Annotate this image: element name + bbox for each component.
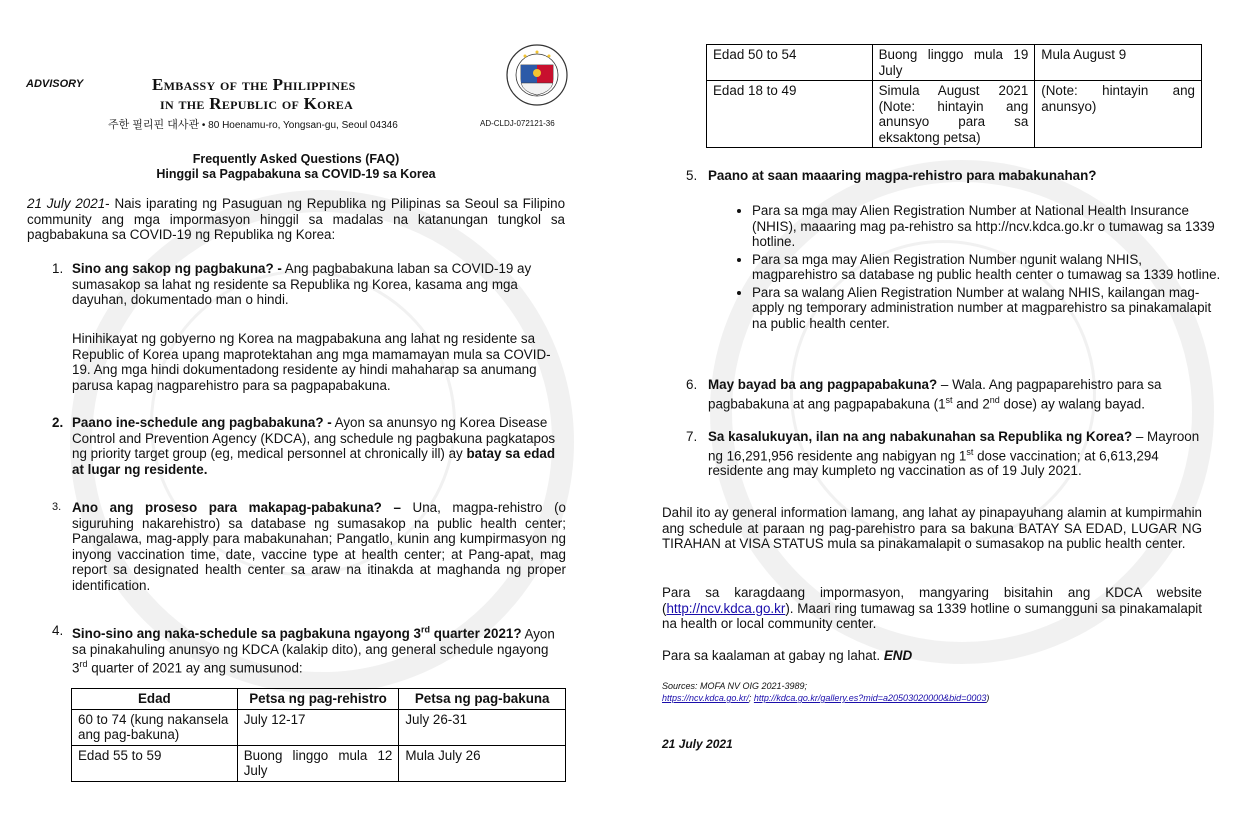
q1-paragraph (72, 261, 566, 308)
para2-text: Para sa karagdaang impormasyon, mangyaring bisitahin ang KDCA website ( (662, 585, 1202, 616)
q7-sup: st (966, 446, 974, 457)
q3-paragraph (72, 500, 566, 593)
q6-number: 6. (686, 377, 698, 392)
table-row (707, 81, 1202, 148)
intro-paragraph (27, 196, 565, 243)
q1-question: Sino ang sakop ng pagbakuna? - (72, 261, 282, 276)
q6-answer: – Wala. Ang pagpaparehistro para sa pagbabakuna at ang pagpapabakuna (1 (708, 377, 1162, 411)
q6-question: May bayad ba ang pagpapabakuna? (708, 377, 938, 392)
q4-answer-end: quarter of 2021 ay ang sumusunod: (87, 660, 303, 676)
list-item: • Para sa mga may Alien Registration Number ngunit walang NHIS, magparehistro sa database ng public health center o tumawag sa 1339 hotline. (752, 252, 1226, 283)
embassy-address (108, 116, 398, 132)
source-link-kdca-gallery[interactable]: http://kdca.go.kr/gallery.es?mid=a20503020000&bid=0003 (753, 693, 987, 703)
q3-number: 3. (52, 501, 62, 513)
q7-answer-end: dose vaccination; at 6,613,294 residente ang may kumpleto ng vaccination as of 19 July 2021. (708, 447, 1159, 479)
q5-bullet-list (730, 203, 1226, 333)
table-cell: July 26-31 (399, 709, 566, 745)
table-row (72, 709, 566, 745)
closing-paragraph-2 (662, 585, 1202, 632)
para2-text-end: ). Maari ring tumawag sa 1339 hotline o sumangguni sa pinakamalapit na health or local community center. (662, 600, 1202, 631)
q2-paragraph (72, 415, 566, 477)
closing-paragraph-1: Dahil ito ay general information lamang, ang lahat ay pinapayuhang alamin at kumpirmahin ang schedule at paraan ng pag-parehistro para sa bakuna BATAY SA EDAD, LUGAR NG TIRAHAN at VISA STATUS mula sa pinakamalapit o sumasakop na public health center. (662, 505, 1202, 551)
q1-number: 1. (52, 261, 64, 276)
q4-number: 4. (52, 623, 64, 638)
schedule-table-part1 (71, 688, 566, 782)
table-cell: Buong linggo mula 19 July (872, 45, 1035, 81)
q4-answer: Ayon sa pinakahuling anunsyo ng KDCA (kalakip dito), ang general schedule ngayong 3 (72, 626, 555, 676)
faq-title: Frequently Asked Questions (FAQ) (192, 152, 400, 166)
q4-answer-sup: rd (79, 659, 88, 670)
q5-number: 5. (686, 168, 698, 183)
table-row (72, 745, 566, 781)
table-row (707, 45, 1202, 81)
sources-close: ) (986, 693, 990, 703)
korean-name: 주한 필리핀 대사관 (108, 119, 200, 131)
q3-answer: Una, magpa-rehistro (o siguruhing nakarehistro) sa database ng sumasakop na public health center; Pangalawa, mag-apply para mabakunahan; Pangatlo, kunin ang kumpirmasyon ng inyong vaccination time, date, vaccine type at health center; at Pang-apat, mag report sa designated health center sa araw na itinakda at maghanda ng proper identification. (72, 500, 566, 593)
q7-paragraph (708, 429, 1202, 479)
source-link-ncv[interactable]: https://ncv.kdca.go.kr/ (662, 693, 749, 703)
q1-paragraph-2: Hinihikayat ng gobyerno ng Korea na magpabakuna ang lahat ng residente sa Republic of Korea upang maprotektahan ang mga mamamayan mula sa COVID-19. Ang mga hindi dokumentadong residente ay hindi mahaharap sa anumang parusa kapag nagparehistro para sa pagpapabakuna. (72, 331, 551, 393)
table-cell: Edad 18 to 49 (707, 81, 873, 148)
table-header-cell: Edad (72, 689, 238, 710)
q7-number: 7. (686, 429, 698, 444)
q2-answer: Ayon sa anunsyo ng Korea Disease Control and Prevention Agency (KDCA), ang schedule ng pagbakuna pagkatapos ng priority target group (eg, medical personnel at chronically ill) ay (72, 415, 556, 461)
page-right (626, 0, 1252, 827)
kdca-website-link[interactable]: http://ncv.kdca.go.kr (666, 600, 786, 616)
schedule-table-part2 (706, 44, 1202, 148)
table-cell: Mula July 26 (399, 745, 566, 781)
q7-question: Sa kasalukuyan, ilan na ang nabakunahan sa Republika ng Korea? (708, 429, 1133, 444)
para3-text: Para sa kaalaman at gabay ng lahat. (662, 648, 884, 663)
q6-paragraph (708, 377, 1202, 411)
table-header-cell: Petsa ng pag-rehistro (237, 689, 399, 710)
q7-answer: – Mayroon ng 16,291,956 residente ang nabigyan ng 1 (708, 429, 1200, 463)
q6-answer-mid: and 2 (952, 395, 990, 411)
sources-links (662, 692, 1202, 704)
table-header-cell: Petsa ng pag-bakuna (399, 689, 566, 710)
q5-question: Paano at saan maaaring magpa-rehistro para mabakunahan? (708, 168, 1097, 183)
table-cell: Mula August 9 (1035, 45, 1202, 81)
table-cell: (Note: hintayin ang anunsyo) (1035, 81, 1202, 148)
advisory-label: ADVISORY (26, 78, 84, 90)
q6-sup-1: st (945, 394, 953, 405)
table-cell: Edad 50 to 54 (707, 45, 873, 81)
embassy-title-line1: Embassy of the Philippines (152, 75, 356, 94)
q4-question (72, 626, 522, 641)
intro-text: - Nais iparating ng Pasuguan ng Republika ng Pilipinas sa Seoul sa Filipino community ang mga impormasyon hinggil sa madalas na katanungan tungkol sa pagbabakuna sa COVID-19 ng Republika ng Korea: (27, 196, 566, 242)
q1-answer: Ang pagbabakuna laban sa COVID-19 ay sumasakop sa lahat ng residente sa Republika ng Korea, kasama ang mga dayuhan, dokumentado man o hindi. (72, 261, 532, 307)
end-mark: END (883, 648, 913, 663)
intro-date: 21 July 2021 (27, 196, 106, 211)
table-cell: Simula August 2021 (Note: hintayin ang anunsyo para sa eksaktong petsa) (872, 81, 1035, 148)
reference-code: AD-CLDJ-072121-36 (480, 119, 555, 128)
embassy-title (152, 75, 356, 113)
q4-question-sup: rd (420, 625, 430, 635)
address-text: • 80 Hoenamu-ro, Yongsan-gu, Seoul 04346 (201, 120, 398, 131)
table-cell: Buong linggo mula 12 July (237, 745, 399, 781)
closing-date: 21 July 2021 (662, 737, 733, 751)
q4-question-end: quarter 2021? (429, 626, 522, 642)
q2-question: Paano ine-schedule ang pagbabakuna? - (72, 415, 332, 430)
embassy-seal-icon (505, 43, 569, 107)
table-cell: July 12-17 (237, 709, 399, 745)
sources-separator: ; (748, 693, 754, 703)
q5-paragraph (708, 168, 1202, 184)
list-item: • Para sa walang Alien Registration Number at walang NHIS, kailangan mag-apply ng temporary administration number at magparehistro sa pinakamalapit na public health center. (752, 285, 1226, 332)
closing-paragraph-3 (662, 648, 1202, 664)
q2-answer-bold: batay sa edad at lugar ng residente. (72, 446, 556, 477)
table-header-row (72, 689, 566, 710)
list-item: • Para sa mga may Alien Registration Number at National Health Insurance (NHIS), maaaring mag pa-rehistro sa http://ncv.kdca.go.kr o tumawag sa 1339 hotline. (752, 203, 1226, 250)
q3-question: Ano ang proseso para makapag-pabakuna? – (72, 500, 401, 515)
q4-paragraph (72, 623, 566, 676)
table-cell: 60 to 74 (kung nakansela ang pag-bakuna) (72, 709, 238, 745)
table-cell: Edad 55 to 59 (72, 745, 238, 781)
q2-number: 2. (52, 415, 64, 430)
q4-question-text: Sino-sino ang naka-schedule sa pagbakuna ngayong 3 (72, 626, 421, 642)
sources-label: Sources: MOFA NV OIG 2021-3989; (662, 681, 808, 691)
sources-block (662, 680, 1202, 704)
q6-sup-2: nd (989, 394, 1000, 405)
q6-answer-end: dose) ay walang bayad. (999, 395, 1145, 411)
faq-subtitle: Hinggil sa Pagpabakuna sa COVID-19 sa Korea (156, 167, 436, 181)
embassy-title-line2: in the Republic of Korea (160, 94, 354, 113)
